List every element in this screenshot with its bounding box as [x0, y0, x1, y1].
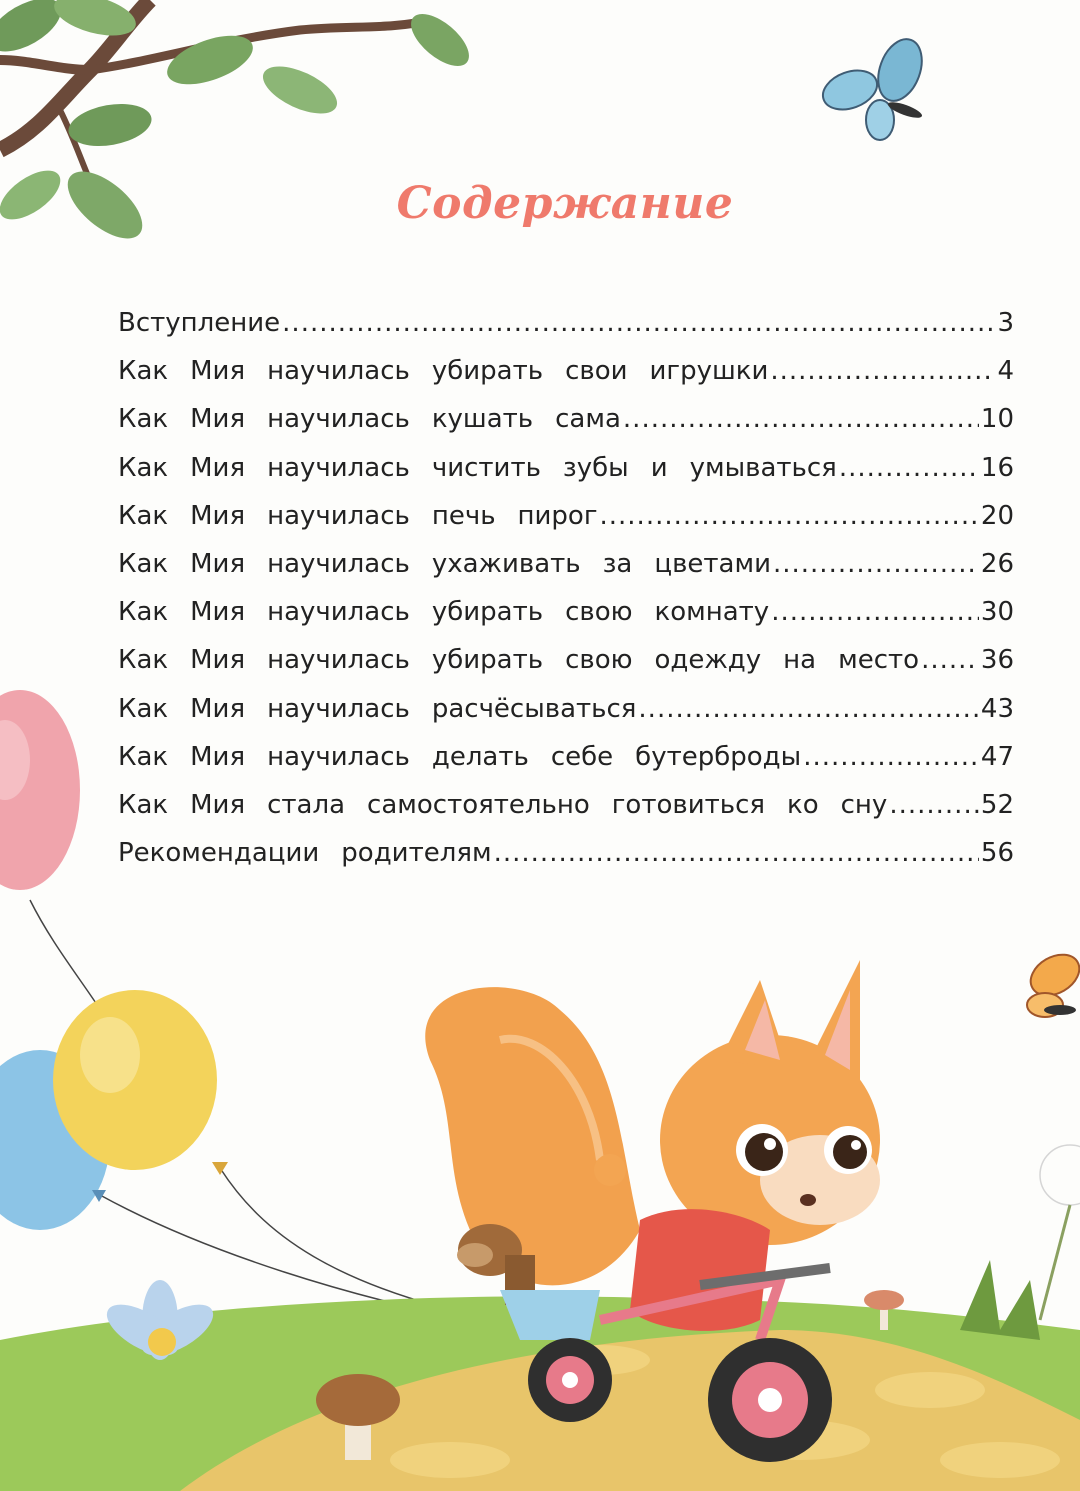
toc-entry [118, 790, 1014, 838]
toc-dot-leader [770, 356, 995, 386]
toc-dot-leader [638, 694, 978, 724]
toc-page-number: 3 [997, 308, 1014, 338]
toc-dot-leader [889, 790, 979, 820]
toc-entry-title: Как Мия научилась печь пирог [118, 500, 598, 531]
toc-dot-leader [623, 404, 979, 434]
toc-dot-leader [803, 742, 979, 772]
orange-butterfly-illustration [1023, 946, 1080, 1017]
toc-entry-title: Как Мия научилась расчёсываться [118, 693, 637, 724]
toc-entry-title: Как Мия научилась чистить зубы и умываться [118, 452, 837, 483]
toc-dot-leader [771, 597, 979, 627]
toc-entry [118, 501, 1014, 549]
toc-entry [118, 645, 1014, 693]
dandelions-illustration [960, 1145, 1080, 1340]
blue-butterfly-illustration [818, 33, 930, 140]
toc-page-number: 36 [980, 645, 1014, 676]
toc-entry [118, 549, 1014, 597]
toc-dot-leader [282, 308, 995, 338]
toc-dot-leader [839, 453, 979, 483]
toc-entry-title: Как Мия стала самостоятельно готовиться ко сну [118, 789, 888, 820]
toc-page-number: 56 [980, 838, 1014, 869]
toc-entry-title: Вступление [118, 308, 281, 338]
toc-entry-title: Как Мия научилась делать себе бутерброды [118, 741, 802, 772]
toc-entry [118, 453, 1014, 501]
toc-page-number: 43 [980, 693, 1014, 724]
toc-dot-leader [600, 501, 979, 531]
toc-page-number: 16 [980, 452, 1014, 483]
toc-page-number: 52 [980, 789, 1014, 820]
toc-page-number: 47 [980, 741, 1014, 772]
toc-page-number: 10 [980, 404, 1014, 435]
toc-entry [118, 356, 1014, 404]
toc-entry-title: Как Мия научилась убирать свою одежду на место [118, 645, 920, 676]
toc-entry [118, 597, 1014, 645]
toc-dot-leader [494, 838, 979, 868]
toc-page-number: 30 [980, 597, 1014, 628]
toc-entry-title: Как Мия научилась убирать свою комнату [118, 597, 770, 628]
toc-entry [118, 742, 1014, 790]
toc-page-number: 20 [980, 500, 1014, 531]
toc-entry-title: Как Мия научилась кушать сама [118, 404, 621, 435]
toc-dot-leader [773, 549, 979, 579]
toc-page-number: 26 [980, 548, 1014, 579]
toc-page-number: 4 [997, 356, 1014, 387]
toc-entry-title: Рекомендации родителям [118, 838, 492, 869]
toc-entry [118, 694, 1014, 742]
toc-entry-title: Как Мия научилась убирать свои игрушки [118, 356, 769, 387]
toc-entry [118, 404, 1014, 452]
table-of-contents [118, 308, 1014, 886]
toc-entry-title: Как Мия научилась ухаживать за цветами [118, 548, 771, 579]
toc-dot-leader [921, 645, 979, 675]
toc-entry [118, 308, 1014, 356]
toc-entry [118, 838, 1014, 886]
page-title: Содержание [396, 178, 734, 229]
